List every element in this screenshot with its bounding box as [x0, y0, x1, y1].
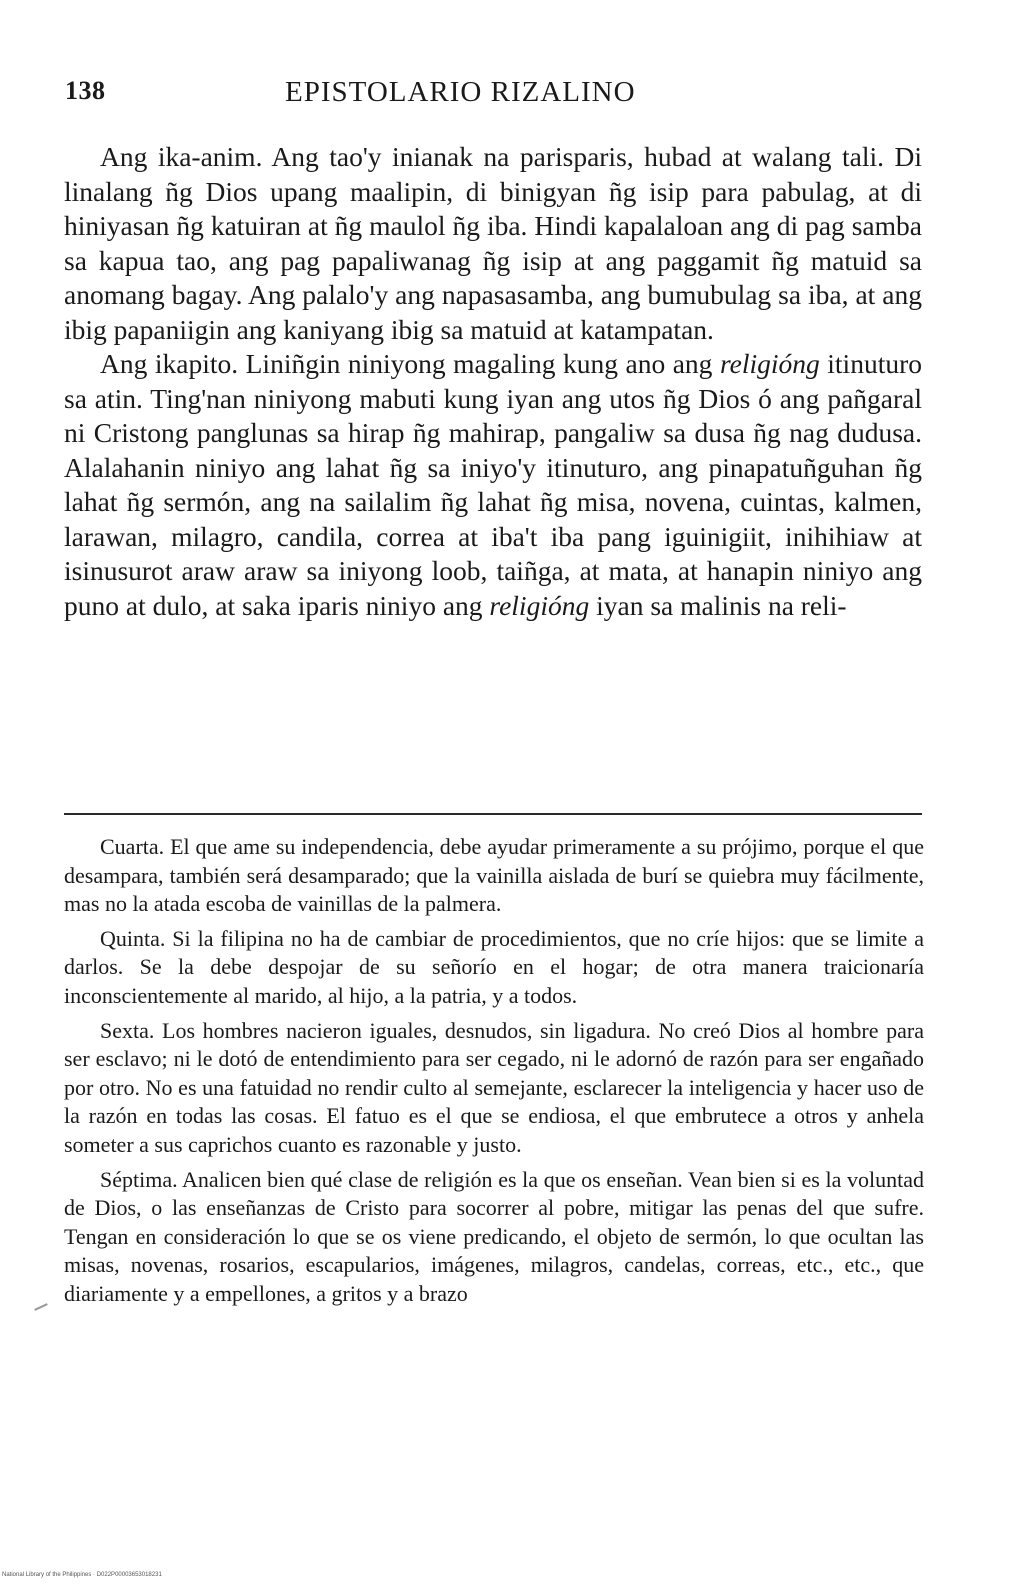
footnote-sexta: Sexta. Los hombres nacieron iguales, desnudos, sin ligadura. No creó Dios al hombre para ser esclavo; ni le dotó de entendimiento para ser cegado, ni le adornó de razón para ser engañado por otro. No es una fatuidad no rendir culto al semejante, esclarecer la inteligencia y hacer uso de la razón en todas las cosas. El fatuo es el que se endiosa, el que embrutece a otros y anhela someter a sus caprichos cuanto es razonable y justo. — [64, 1017, 924, 1157]
footnote-septima: Séptima. Analicen bien qué clase de religión es la que os enseñan. Vean bien si es la voluntad de Dios, o las enseñanzas de Cristo para socorrer al pobre, mitigar las penas del que sufre. Tengan en consideración lo que se os viene predicando, el objeto de sermón, lo que ocultan las misas, novenas, rosarios, escapularios, imágenes, milagros, candelas, correas, etc., etc., que diariamente y a empellones, a gritos y a brazo — [64, 1166, 924, 1306]
page-number: 138 — [65, 76, 106, 105]
paragraph-ikapito — [64, 347, 922, 623]
running-title: EPISTOLARIO RIZALINO — [285, 76, 636, 108]
paragraph-ikapito-part-1: Ang ikapito. Liniñgin niniyong magaling kung ano ang — [100, 348, 720, 379]
footnote-divider — [64, 813, 922, 815]
margin-pencil-mark — [34, 1303, 48, 1311]
scan-credit: National Library of the Philippines · D022P00003653018231 — [2, 1572, 162, 1578]
italic-religiong-2: religióng — [489, 589, 590, 621]
footnote-cuarta: Cuarta. El que ame su independencia, debe ayudar primeramente a su prójimo, porque el que desampara, también será desamparado; que la vainilla aislada de burí se quiebra muy fácilmente, mas no la atada escoba de vainillas de la palmera. — [64, 834, 924, 917]
footnotes — [64, 833, 924, 1315]
paragraph-ikapito-part-2: itinuturo sa atin. Ting'nan niniyong mabuti kung iyan ang utos ñg Dios ó ang pañgaral ni Cristong panglunas sa hirap ñg mahirap, pangaliw sa dusa ñg nag dudusa. Alalahanin niniyo ang lahat ñg sa iniyo'y itinuturo, ang pinapatuñguhan ñg lahat ñg sermón, ang na sailalim ñg lahat ñg misa, novena, cuintas, kalmen, larawan, milagro, candila, correa at iba't iba pang iguinigiit, inihihiaw at isinusurot araw araw sa iniyong loob, taiñga, at mata, at hanapin niniyo ang puno at dulo, at saka iparis niniyo ang — [64, 348, 922, 621]
main-text — [64, 140, 922, 623]
paragraph-ika-anim: Ang ika-anim. Ang tao'y inianak na parisparis, hubad at walang tali. Di linalang ñg Dios upang maalipin, di binigyan ñg isip para pabulag, at di hiniyasan ñg katuiran at ñg maulol ñg iba. Hindi kapalaloan ang di pag samba sa kapua tao, ang pag papaliwanag ñg isip at ang paggamit ñg matuid sa anomang bagay. Ang palalo'y ang napasasamba, ang bumubulag sa iba, at ang ibig papaniigin ang kaniyang ibig sa matuid at katampatan. — [64, 141, 922, 345]
page-header — [65, 76, 930, 116]
italic-religiong-1: religióng — [719, 348, 820, 379]
footnote-quinta: Quinta. Si la filipina no ha de cambiar de procedimientos, que no críe hijos: que se limite a darlos. Se la debe despojar de su señorío en el hogar; de otra manera traicionaría inconscientemente al marido, al hijo, a la patria, y a todos. — [64, 925, 924, 1008]
paragraph-ikapito-part-3: iyan sa malinis na reli- — [589, 589, 847, 621]
